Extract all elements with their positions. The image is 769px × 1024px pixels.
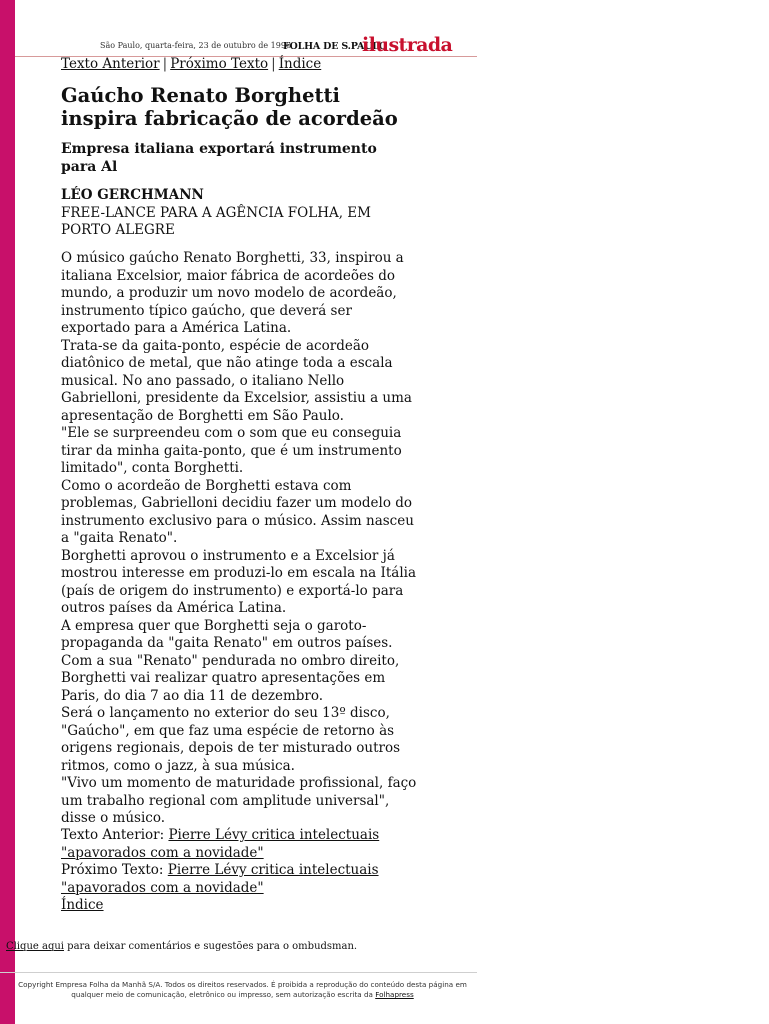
article-paragraph: Será o lançamento no exterior do seu 13º disco, "Gaúcho", em que faz uma espécie de retorno às origens regionais, depois de ter misturado outros ritmos, como o jazz, à sua música. [61,705,401,774]
article-paragraph: O músico gaúcho Renato Borghetti, 33, inspirou a italiana Excelsior, maior fábrica de acordeões do mundo, a produzir um novo modelo de acordeão, instrumento típico gaúcho, que deverá ser exportado para a América Latina. [61,250,404,336]
byline [61,187,421,240]
next-text-row [61,862,423,897]
index-link[interactable]: Índice [278,56,322,72]
ombudsman-line [6,940,357,953]
dateline: São Paulo, quarta-feira, 23 de outubro de 1996 [100,41,292,50]
ombudsman-text: para deixar comentários e sugestões para o ombudsman. [64,941,358,952]
next-article-link[interactable]: Pierre Lévy critica intelectuais "apavorados com a novidade" [61,862,379,896]
masthead [15,36,477,56]
left-color-bar [0,0,15,1024]
article-paragraph: "Ele se surpreendeu com o som que eu conseguia tirar da minha gaita-ponto, que é um instrumento limitado", conta Borghetti. [61,425,402,476]
subheadline: Empresa italiana exportará instrumento para Al [61,141,377,175]
article-paragraph: A empresa quer que Borghetti seja o garoto-propaganda da "gaita Renato" em outros países. [61,617,393,651]
nav-separator: | [271,56,276,72]
newspaper-logo: FOLHA DE S.PAULO [283,41,387,52]
next-text-label: Próximo Texto: [61,862,168,878]
bottom-navigation [61,827,423,915]
bottom-index-link[interactable]: Índice [61,897,104,913]
nav-separator: | [162,56,168,72]
previous-text-link[interactable]: Texto Anterior [61,56,160,72]
ombudsman-link[interactable]: Clique aqui [6,941,64,952]
next-text-link[interactable]: Próximo Texto [170,56,269,72]
article-body [61,250,423,828]
article-paragraph: Borghetti aprovou o instrumento e a Excelsior já mostrou interesse em produzi-lo em escala na Itália (país de origem do instrumento) e exportá-lo para outros países da América Latina. [61,547,417,616]
article-paragraph: "Vivo um momento de maturidade profissional, faço um trabalho regional com amplitude universal", disse o músico. [61,775,417,826]
article-paragraph: Trata-se da gaita-ponto, espécie de acordeão diatônico de metal, que não atinge toda a escala musical. No ano passado, o italiano Nello Gabrielloni, presidente da Excelsior, assistiu a uma apresentação de Borghetti em São Paulo. [61,337,412,424]
top-navigation [61,55,321,73]
author-credit: FREE-LANCE PARA A AGÊNCIA FOLHA, EM PORTO ALEGRE [61,204,371,238]
previous-text-row [61,827,423,862]
headline: Gaúcho Renato Borghetti inspira fabricação de acordeão [61,84,398,130]
previous-text-label: Texto Anterior: [61,827,169,843]
copyright-notice [5,980,480,1000]
article-paragraph: Como o acordeão de Borghetti estava com problemas, Gabrielloni decidiu fazer um modelo do instrumento exclusivo para o músico. Assim nasceu a "gaita Renato". [61,477,414,546]
author-name: LÉO GERCHMANN [61,187,204,203]
folhapress-link[interactable]: Folhapress [375,990,414,999]
index-row [61,897,423,915]
copyright-text: Copyright Empresa Folha da Manhã S/A. Todos os direitos reservados. É proibida a reprodução do conteúdo desta página em qualquer meio de comunicação, eletrônico ou impresso, sem autorização escrita da [18,980,467,999]
footer-divider [0,972,477,973]
article-paragraph: Com a sua "Renato" pendurada no ombro direito, Borghetti vai realizar quatro apresentações em Paris, do dia 7 ao dia 11 de dezembro. [61,652,400,704]
section-logo: ilustrada [362,34,453,56]
previous-article-link[interactable]: Pierre Lévy critica intelectuais "apavorados com a novidade" [61,827,380,861]
